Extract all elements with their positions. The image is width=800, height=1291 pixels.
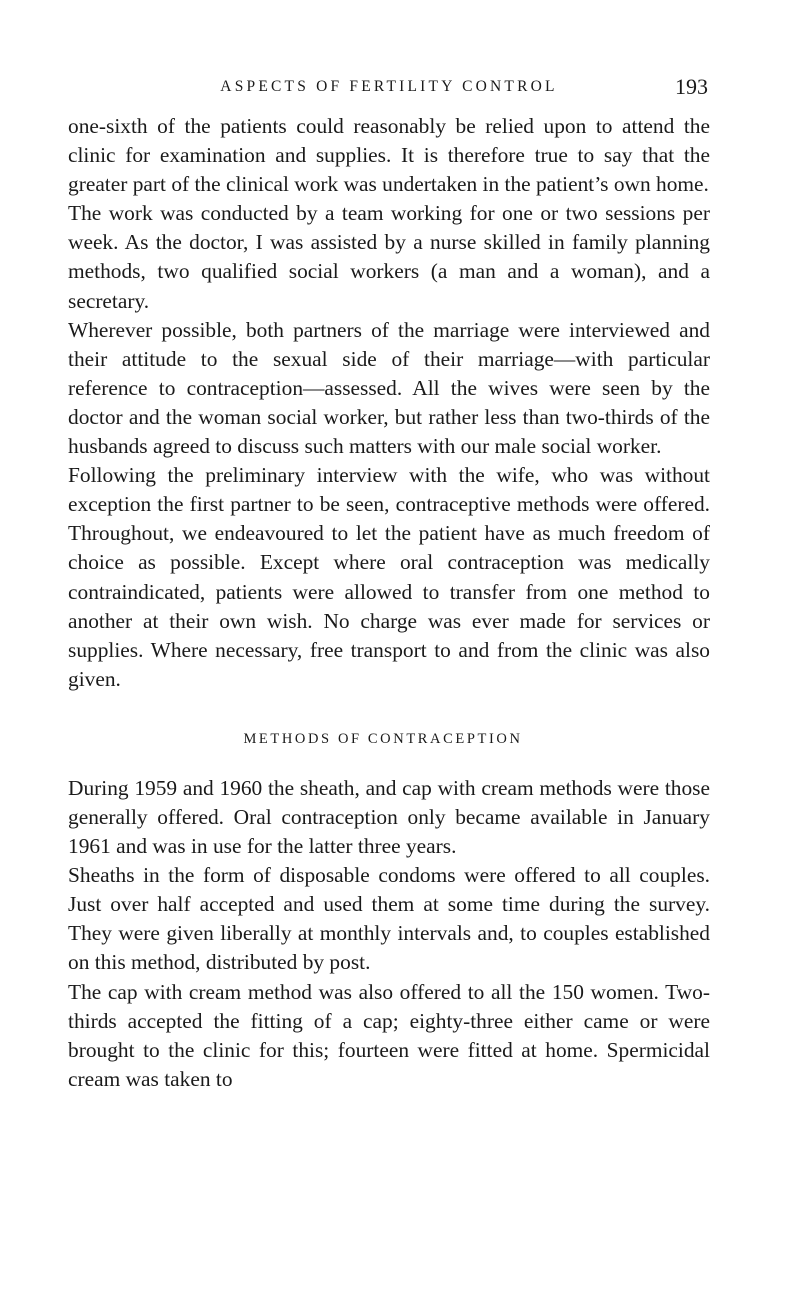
paragraph: The cap with cream method was also offered to all the 150 women. Two-thirds accepted the fitting of a cap; eighty-three either came or were brought to the clinic for this; fourteen were fitted at home. Spermicidal cream was taken to [68, 979, 710, 1091]
paragraph: The work was conducted by a team working for one or two sessions per week. As the doctor, I was assisted by a nurse skilled in family planning methods, two qualified social workers (a man and a woman), and a secretary. [68, 201, 710, 313]
section-body [68, 112, 710, 694]
running-title: ASPECTS OF FERTILITY CONTROL [220, 78, 558, 95]
paragraph: one-sixth of the patients could reasonably be relied upon to attend the clinic for examination and supplies. It is therefore true to say that the greater part of the clinical work was undertaken in the patient’s own home. [68, 114, 710, 197]
page-number: 193 [675, 74, 708, 99]
paragraph: Following the preliminary interview with the wife, who was without exception the first partner to be seen, contraceptive methods were offered. Throughout, we endeavoured to let the patient have as much freedom of choice as possible. Except where oral contraception was medically contraindicated, patients were allowed to transfer from one method to another at their own wish. No charge was ever made for services or supplies. Where necessary, free transport to and from the clinic was also given. [68, 463, 710, 691]
paragraph: During 1959 and 1960 the sheath, and cap with cream methods were those generally offered. Oral contraception only became available in January 1961 and was in use for the latter three years. [68, 775, 710, 859]
paragraph: Wherever possible, both partners of the marriage were interviewed and their attitude to the sexual side of their marriage—with particular reference to contraception—assessed. All the wives were seen by the doctor and the woman social worker, but rather less than two-thirds of the husbands agreed to discuss such matters with our male social worker. [68, 317, 710, 459]
book-page [68, 74, 710, 1094]
section-heading: METHODS OF CONTRACEPTION [243, 730, 523, 747]
running-header [68, 74, 710, 112]
paragraph: Sheaths in the form of disposable condoms were offered to all couples. Just over half accepted and used them at some time during the survey. They were given liberally at monthly intervals and, to couples established on this method, distributed by post. [68, 863, 710, 975]
section-body [68, 774, 710, 1094]
